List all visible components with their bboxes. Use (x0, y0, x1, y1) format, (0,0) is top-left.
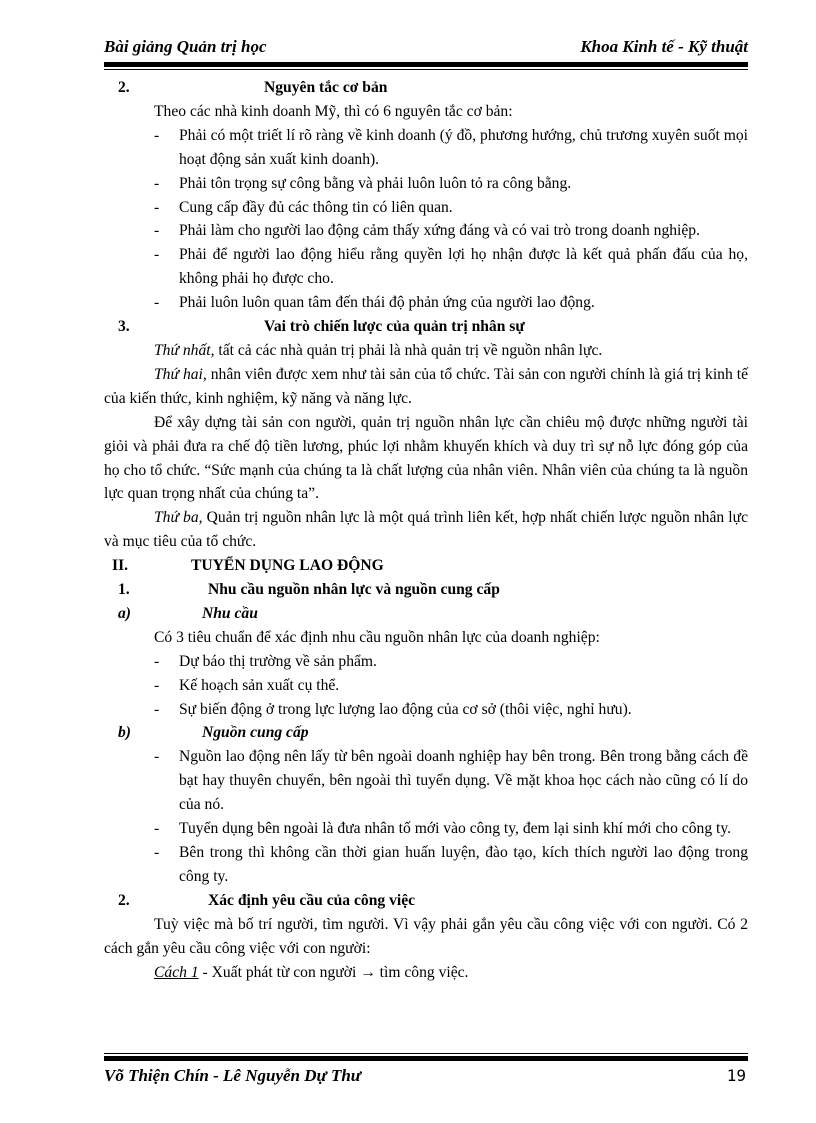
header-rule-thick (104, 62, 748, 67)
heading-title: Nguyên tắc cơ bản (264, 79, 388, 96)
heading-number: 2. (118, 891, 130, 909)
page-header (104, 37, 748, 59)
page-footer (104, 1066, 748, 1088)
list-item: - Cung cấp đầy đủ các thông tin có liên quan. (154, 198, 453, 216)
heading-section-II-1 (104, 578, 748, 602)
paragraph: Thứ nhất, tất cả các nhà quản trị phải là nhà quản trị về nguồn nhân lực. (154, 341, 603, 359)
document-body (104, 76, 748, 984)
heading-number: II. (112, 557, 129, 575)
heading-subsection-b (104, 721, 748, 745)
list-item: - Phải để người lao động hiểu rằng quyền lợi họ nhận được là kết quả phấn đấu của họ, không phải họ được cho. (154, 246, 748, 288)
paragraph: Thứ hai, nhân viên được xem như tài sản của tổ chức. Tài sản con người chính là giá trị kinh tế của kiến thức, kinh nghiệm, kỹ năng và năng lực. (104, 365, 748, 407)
heading-number: 1. (118, 581, 130, 599)
paragraph: Theo các nhà kinh doanh Mỹ, thì có 6 nguyên tắc cơ bản: (154, 102, 513, 120)
heading-number: 3. (118, 318, 130, 336)
header-course-title: Bài giảng Quản trị học (104, 37, 267, 56)
list-item: - Bên trong thì không cần thời gian huấn luyện, đào tạo, kích thích người lao động trong công ty. (154, 844, 748, 885)
paragraph: Thứ ba, Quản trị nguồn nhân lực là một quá trình liên kết, hợp nhất chiến lược nguồn nhân lực và mục tiêu của tổ chức. (104, 509, 748, 551)
paragraph: Tuỳ việc mà bố trí người, tìm người. Vì vậy phải gắn yêu cầu công việc với con người. Có 2 cách gắn yêu cầu công việc với con người: (104, 915, 748, 957)
header-rule-thin (104, 69, 748, 70)
list-item: - Kế hoạch sản xuất cụ thể. (154, 676, 340, 694)
paragraph: Để xây dựng tài sản con người, quản trị nguồn nhân lực cần chiêu mộ được những người tài giỏi và phải đưa ra chế độ tiền lương, phúc lợi nhằm khuyến khích và duy trì sự nỗ lực đóng góp của họ cho tổ chức. “Sức mạnh của chúng ta là chất lượng của nhân viên. Nhân viên của chúng ta là nguồn lực quan trọng nhất của chúng ta”. (104, 413, 748, 503)
list-item: - Phải có một triết lí rõ ràng về kinh doanh (ý đồ, phương hướng, chủ trương xuyên suốt mọi hoạt động sản xuất kinh doanh). (154, 126, 748, 168)
heading-number: b) (118, 724, 131, 742)
heading-title: Nguồn cung cấp (202, 724, 309, 742)
list-item: - Phải tôn trọng sự công bằng và phải luôn luôn tỏ ra công bằng. (154, 174, 572, 192)
heading-section-II-2 (104, 889, 748, 913)
list-item: - Phải làm cho người lao động cảm thấy xứng đáng và có vai trò trong doanh nghiệp. (154, 222, 701, 240)
footer-rule-thick (104, 1056, 748, 1061)
heading-section-2 (104, 76, 748, 100)
page-number: 19 (726, 1066, 746, 1085)
heading-title: Nhu cầu (202, 604, 258, 622)
footer-rule-thin (104, 1053, 748, 1054)
heading-title: Vai trò chiến lược của quản trị nhân sự (264, 318, 525, 336)
footer-authors: Võ Thiện Chín - Lê Nguyễn Dự Thư (104, 1066, 361, 1085)
list-item: - Nguồn lao động nên lấy từ bên ngoài doanh nghiệp hay bên trong. Bên trong bằng cách đề bạt hay thuyên chuyển, bên ngoài thì tuyển dụng. Về mặt khoa học cách nào cũng có lí do của nó. (154, 748, 748, 814)
list-item: - Sự biến động ở trong lực lượng lao động của cơ sở (thôi việc, nghỉ hưu). (154, 700, 632, 718)
header-faculty: Khoa Kinh tế - Kỹ thuật (580, 37, 748, 56)
list-item: - Dự báo thị trường về sản phẩm. (154, 652, 377, 670)
heading-number: 2. (118, 79, 130, 96)
heading-title: TUYỂN DỤNG LAO ĐỘNG (191, 557, 384, 575)
heading-subsection-a (104, 602, 748, 626)
paragraph: Cách 1 - Xuất phát từ con người → tìm công việc. (154, 963, 469, 981)
heading-title: Nhu cầu nguồn nhân lực và nguồn cung cấp (208, 581, 500, 599)
list-item: - Tuyển dụng bên ngoài là đưa nhân tố mới vào công ty, đem lại sinh khí mới cho công ty. (154, 820, 732, 838)
heading-section-II (104, 554, 748, 578)
heading-title: Xác định yêu cầu của công việc (208, 891, 416, 909)
paragraph: Có 3 tiêu chuẩn để xác định nhu cầu nguồn nhân lực của doanh nghiệp: (154, 628, 600, 646)
heading-number: a) (118, 604, 131, 622)
list-item: - Phải luôn luôn quan tâm đến thái độ phản ứng của người lao động. (154, 294, 595, 312)
heading-section-3 (104, 315, 748, 339)
